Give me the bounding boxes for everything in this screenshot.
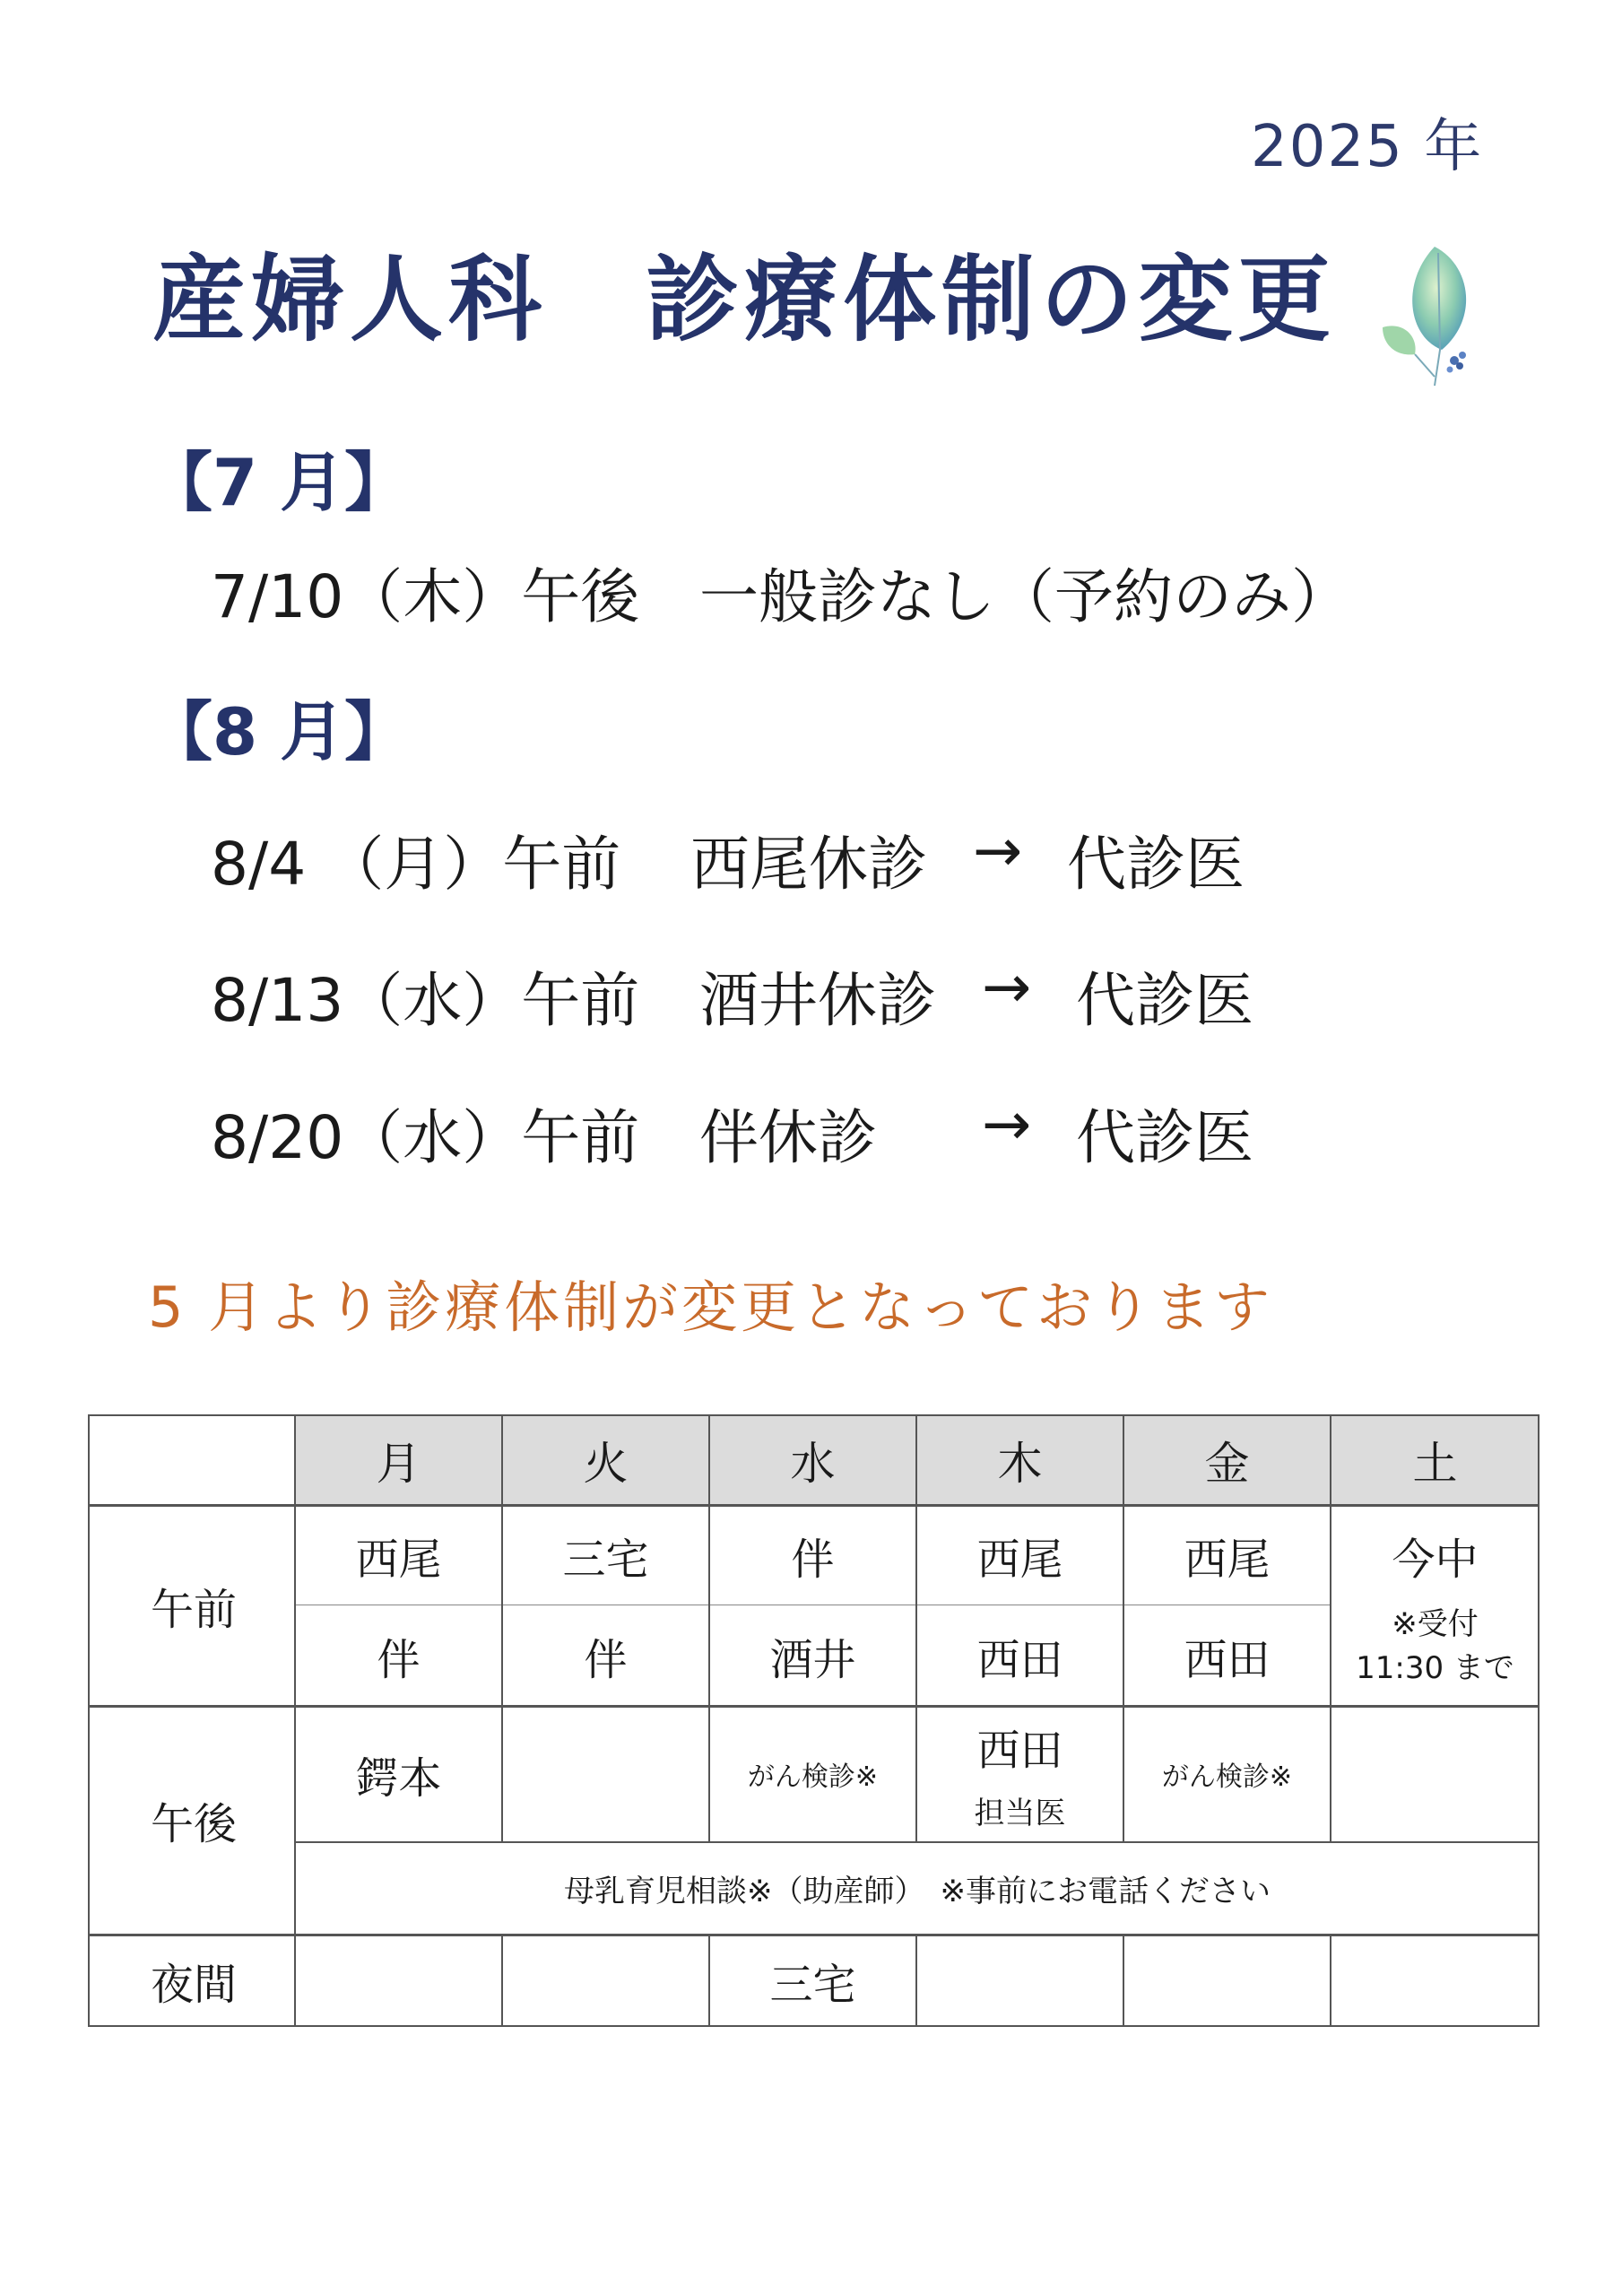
night-cell: [502, 1935, 709, 2027]
table-divider: [295, 1841, 1540, 1843]
night-doctor: 三宅: [769, 1960, 856, 2010]
afternoon-doctor: 西田: [976, 1726, 1063, 1776]
reception-note: ※受付: [1392, 1605, 1479, 1642]
afternoon-empty: [502, 1706, 709, 1842]
month-heading-august: 【8 月】: [148, 694, 410, 770]
night-cell: [295, 1935, 502, 2027]
table-divider: [88, 1504, 1540, 1507]
morning-doctor: 西尾: [1184, 1534, 1271, 1585]
table-divider: [1330, 1935, 1331, 2027]
morning-doctor: 伴: [791, 1534, 835, 1585]
night-cell: [1123, 1935, 1331, 2027]
morning-doctor: 三宅: [562, 1534, 649, 1585]
entry-doctor: 酒井休診: [699, 966, 936, 1035]
table-divider: [1123, 1414, 1124, 1842]
table-divider: [1123, 1935, 1124, 2027]
month-heading-july: 【7 月】: [148, 445, 410, 520]
morning-doctor: 西田: [976, 1634, 1063, 1685]
entry-doctor: 伴休診: [699, 1103, 877, 1172]
table-divider: [88, 1934, 1540, 1936]
table-border: [88, 1414, 90, 2027]
entry-substitute: 代診医: [1067, 830, 1245, 899]
table-divider: [501, 1935, 503, 2027]
table-divider: [915, 1935, 917, 2027]
table-divider: [708, 1414, 710, 1842]
saturday-morning-cell: [1331, 1505, 1540, 1706]
entry-doctor: 西尾休診: [690, 830, 927, 899]
entry-date: 8/4 （月）午前: [211, 830, 621, 899]
table-border: [1538, 1414, 1540, 2027]
morning-doctor: 酒井: [769, 1634, 856, 1685]
schedule-table: [88, 1414, 1540, 2027]
row-label-afternoon: 午後: [151, 1799, 238, 1849]
doctor-in-charge-note: 担当医: [974, 1796, 1066, 1831]
night-cell: [1331, 1935, 1540, 2027]
day-header: 木: [916, 1414, 1123, 1505]
leaf-decoration-icon: [1372, 242, 1488, 395]
day-header: 火: [502, 1414, 709, 1505]
entry-detail: 一般診なし（予約のみ）: [699, 562, 1350, 631]
morning-doctor: 伴: [584, 1634, 628, 1685]
morning-doctor: 西尾: [976, 1534, 1063, 1585]
row-label-night: 夜間: [151, 1960, 238, 2010]
page-title: 産婦人科 診療体制の変更: [152, 245, 1337, 354]
table-divider: [294, 1414, 296, 2027]
afternoon-empty: [1331, 1706, 1540, 1842]
notice-text: 5 月より診療体制が変更となっております: [148, 1274, 1274, 1340]
cancer-screening: がん検診※: [747, 1761, 879, 1793]
morning-doctor: 伴: [377, 1634, 421, 1685]
saturday-doctor: 今中: [1392, 1534, 1479, 1585]
table-border: [88, 2025, 1540, 2027]
night-cell: [916, 1935, 1123, 2027]
day-header: 金: [1123, 1414, 1331, 1505]
day-header: 水: [709, 1414, 916, 1505]
row-label-morning: 午前: [151, 1584, 238, 1635]
table-divider: [88, 1705, 1540, 1708]
table-divider: [915, 1414, 917, 1842]
table-border: [88, 1414, 1540, 1416]
entry-substitute: 代診医: [1076, 966, 1253, 1035]
year-label: 2025 年: [1251, 114, 1484, 180]
table-divider: [501, 1414, 503, 1842]
arrow-icon: →: [982, 952, 1032, 1022]
morning-doctor: 西尾: [355, 1534, 442, 1585]
entry-date: 8/20（水）午前: [211, 1103, 640, 1172]
afternoon-doctor: 鍔本: [355, 1752, 442, 1804]
table-divider: [1330, 1414, 1331, 1842]
entry-date: 8/13（水）午前: [211, 966, 640, 1035]
reception-time: 11:30 まで: [1356, 1649, 1514, 1686]
morning-doctor: 西田: [1184, 1634, 1271, 1685]
day-header: 月: [295, 1414, 502, 1505]
entry-date: 7/10（木）午後: [211, 562, 640, 631]
day-header: 土: [1331, 1414, 1540, 1505]
cancer-screening: がん検診※: [1161, 1761, 1293, 1793]
arrow-icon: →: [982, 1090, 1032, 1159]
arrow-icon: →: [973, 816, 1023, 885]
entry-substitute: 代診医: [1076, 1103, 1253, 1172]
thursday-afternoon-cell: [916, 1706, 1123, 1842]
table-divider: [708, 1935, 710, 2027]
breastfeeding-consultation: 母乳育児相談※（助産師） ※事前にお電話ください: [564, 1874, 1271, 1909]
